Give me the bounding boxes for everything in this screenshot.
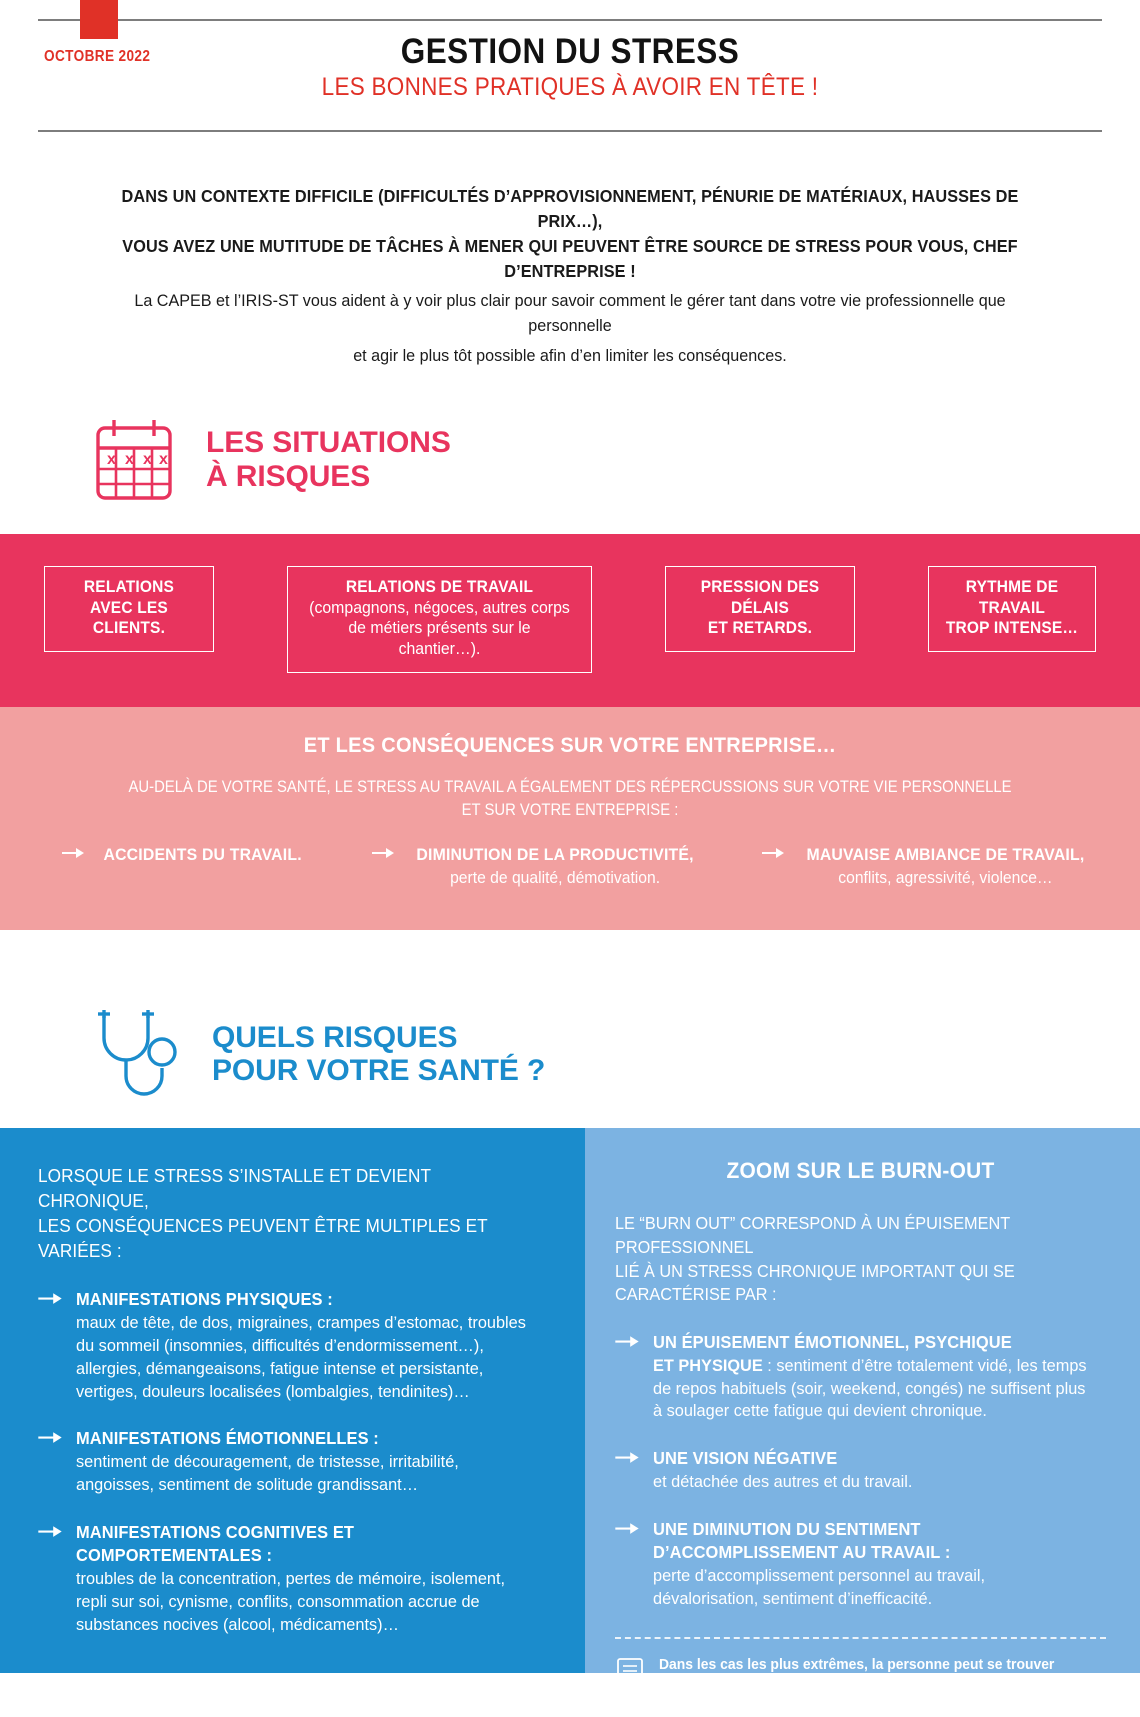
bullet-title: MANIFESTATIONS COGNITIVES ET COMPORTEMENTALES :: [76, 1521, 355, 1566]
svg-text:x: x: [107, 450, 116, 468]
burnout-note: [615, 1655, 1106, 1717]
arrow-right-icon: [762, 845, 784, 861]
title-group: [0, 34, 1140, 102]
health-section-title: [212, 1021, 545, 1088]
bullet-text: et détachée des autres et du travail.: [653, 1472, 913, 1492]
consequence-strong-text: DIMINUTION DE LA PRODUCTIVITÉ,: [416, 845, 694, 865]
consequences-sub-line-2: ET SUR VOTRE ENTREPRISE :: [461, 800, 679, 819]
svg-text:x: x: [159, 450, 168, 468]
arrow-right-icon: [38, 1290, 62, 1403]
bullet-text: maux de tête, de dos, migraines, crampes d’estomac, troubles du sommeil (insomnies, difficultés d’endormissement…), allergies, démangeaisons, fatigue intense et persistante, vertiges, douleurs localisées (lombalgies, tendinites)…: [76, 1313, 526, 1401]
health-panels: [0, 1128, 1140, 1714]
bullet-title: UNE VISION NÉGATIVE: [653, 1448, 838, 1469]
arrow-right-icon: [615, 1449, 639, 1494]
consequence-item-accidents: [62, 843, 372, 890]
burnout-intro-line-2: LIÉ À UN STRESS CHRONIQUE IMPORTANT QUI SE CARACTÉRISE PAR :: [615, 1260, 1015, 1305]
panel-left-intro-line-1: LORSQUE LE STRESS S’INSTALLE ET DEVIENT CHRONIQUE,: [38, 1165, 431, 1212]
consequence-light-text: perte de qualité, démotivation.: [450, 869, 661, 888]
risk-box-sub-line-2: de métiers présents sur le chantier…).: [348, 619, 531, 659]
intro-block: [0, 184, 1140, 368]
risk-box-title-line-1: RELATIONS DE TRAVAIL: [345, 577, 534, 596]
consequences-list: [40, 843, 1100, 890]
risk-box-title-line-1: RELATIONS: [83, 577, 175, 596]
bullet-text: perte d’accomplissement personnel au travail, dévalorisation, sentiment d’inefficacité.: [653, 1566, 986, 1608]
bullet-title: MANIFESTATIONS PHYSIQUES :: [76, 1289, 333, 1310]
header-bottom-rule: [38, 130, 1102, 132]
arrow-right-icon: [38, 1523, 62, 1636]
risk-box-title-line-2: AVEC LES CLIENTS.: [90, 598, 168, 638]
arrow-right-icon: [615, 1520, 639, 1611]
page-header: [0, 0, 1140, 132]
panel-left-intro: [38, 1164, 513, 1264]
chronic-stress-panel: [0, 1128, 585, 1673]
risk-box-work-relations: [287, 566, 592, 673]
bullet-text: troubles de la concentration, pertes de mémoire, isolement, repli sur soi, cynisme, conflits, consommation accrue de substances nocives (alcool, médicaments)…: [76, 1569, 506, 1634]
calendar-x-icon: [88, 414, 180, 506]
risk-title-line-1: LES SITUATIONS: [206, 426, 451, 460]
page-title: GESTION DU STRESS: [400, 32, 740, 71]
bullet-reduced-accomplishment: [615, 1518, 1106, 1611]
bullet-text: : sentiment d’être totalement vidé, les temps de repos habituels (soir, weekend, congés) ne suffisent plus à soulager cette fatigue qui devient chronique.: [653, 1355, 1087, 1421]
page-subtitle: LES BONNES PRATIQUES À AVOIR EN TÊTE !: [321, 72, 819, 101]
risk-section-heading: [0, 414, 1140, 506]
consequences-title: ET LES CONSÉQUENCES SUR VOTRE ENTREPRISE…: [303, 732, 837, 757]
burnout-intro: [615, 1212, 1072, 1307]
consequence-item-productivity: [372, 843, 762, 890]
bullet-title-continued: D’ACCOMPLISSEMENT AU TRAVAIL :: [653, 1542, 951, 1563]
risk-section-title: [206, 426, 451, 493]
risk-box-intense-pace: [928, 566, 1096, 652]
bullet-cognitive-manifestations: [38, 1521, 549, 1636]
health-title-line-1: QUELS RISQUES: [212, 1020, 458, 1054]
burnout-note-text: Dans les cas les plus extrêmes, la personne peut se trouver dans un état physique et psychique l'empêchant de poursuivre son activité professionnelle (rupture, écroulement soudain…).: [659, 1656, 1076, 1714]
consequences-banner: [0, 707, 1140, 930]
bullet-title: UN ÉPUISEMENT ÉMOTIONNEL, PSYCHIQUE: [653, 1331, 1012, 1352]
svg-text:x: x: [143, 450, 152, 468]
bullet-text: sentiment de découragement, de tristesse, irritabilité, angoisses, sentiment de solitude grandissant…: [76, 1452, 459, 1495]
risk-situations-banner: [0, 534, 1140, 707]
arrow-right-icon: [38, 1429, 62, 1497]
svg-text:x: x: [125, 450, 134, 468]
risk-box-title-line-1: PRESSION DES DÉLAIS: [700, 577, 820, 617]
risk-box-title-line-2: TROP INTENSE…: [945, 619, 1079, 638]
burnout-intro-line-1: LE “BURN OUT” CORRESPOND À UN ÉPUISEMENT PROFESSIONNEL: [615, 1213, 1010, 1257]
bullet-title: MANIFESTATIONS ÉMOTIONNELLES :: [76, 1428, 379, 1449]
bullet-text-mixed: [653, 1355, 1088, 1423]
bullet-emotional-exhaustion: [615, 1331, 1106, 1423]
risk-box-title-line-2: ET RETARDS.: [707, 619, 813, 638]
document-lines-icon: [615, 1657, 645, 1693]
panel-left-intro-line-2: LES CONSÉQUENCES PEUVENT ÊTRE MULTIPLES ET VARIÉES :: [38, 1215, 488, 1262]
intro-bold-line-1: DANS UN CONTEXTE DIFFICILE (DIFFICULTÉS D’APPROVISIONNEMENT, PÉNURIE DE MATÉRIAUX, HAUSSES DE PRIX…),: [121, 186, 1019, 231]
note-divider: [615, 1637, 1106, 1639]
consequences-sub-line-1: AU-DELÀ DE VOTRE SANTÉ, LE STRESS AU TRAVAIL A ÉGALEMENT DES RÉPERCUSSIONS SUR VOTRE VIE PERSONNELLE: [128, 777, 1012, 796]
consequences-subtitle: [93, 776, 1047, 822]
risk-box-sub-line-1: (compagnons, négoces, autres corps: [309, 598, 570, 617]
risk-box-title-line-1: RYTHME DE TRAVAIL: [965, 577, 1059, 617]
arrow-right-icon: [372, 845, 394, 861]
consequence-item-bad-atmosphere: [762, 843, 1100, 890]
burnout-panel: [585, 1128, 1140, 1714]
health-section-heading: [0, 1006, 1140, 1102]
risk-box-deadline-pressure: [665, 566, 855, 652]
risk-box-row: [44, 566, 1096, 673]
bullet-title-continued: ET PHYSIQUE: [653, 1355, 763, 1375]
consequence-strong-text: MAUVAISE AMBIANCE DE TRAVAIL,: [806, 845, 1085, 865]
stethoscope-icon: [84, 1006, 182, 1102]
arrow-right-icon: [62, 845, 84, 861]
header-top-rule: [38, 19, 1102, 21]
intro-light-line-1: La CAPEB et l’IRIS-ST vous aident à y voir plus clair pour savoir comment le gérer tant dans votre vie professionnelle que personnelle: [134, 291, 1006, 335]
intro-bold-line-2: VOUS AVEZ UNE MUTITUDE DE TÂCHES À MENER QUI PEUVENT ÊTRE SOURCE DE STRESS POUR VOUS, CHEF D’ENTREPRISE !: [122, 235, 1018, 281]
risk-box-client-relations: [44, 566, 214, 652]
arrow-right-icon: [615, 1333, 639, 1423]
health-title-line-2: POUR VOTRE SANTÉ ?: [212, 1054, 546, 1088]
risk-title-line-2: À RISQUES: [206, 459, 371, 493]
bullet-title: UNE DIMINUTION DU SENTIMENT: [653, 1519, 921, 1540]
burnout-panel-title: ZOOM SUR LE BURN-OUT: [726, 1158, 995, 1184]
consequence-light-text: conflits, agressivité, violence…: [838, 869, 1053, 888]
bullet-emotional-manifestations: [38, 1427, 549, 1497]
intro-light-line-2: et agir le plus tôt possible afin d’en limiter les conséquences.: [353, 345, 787, 365]
issue-date: OCTOBRE 2022: [44, 48, 151, 65]
consequence-strong-text: ACCIDENTS DU TRAVAIL.: [103, 845, 302, 865]
bullet-physical-manifestations: [38, 1288, 549, 1403]
bullet-negative-vision: [615, 1447, 1106, 1494]
